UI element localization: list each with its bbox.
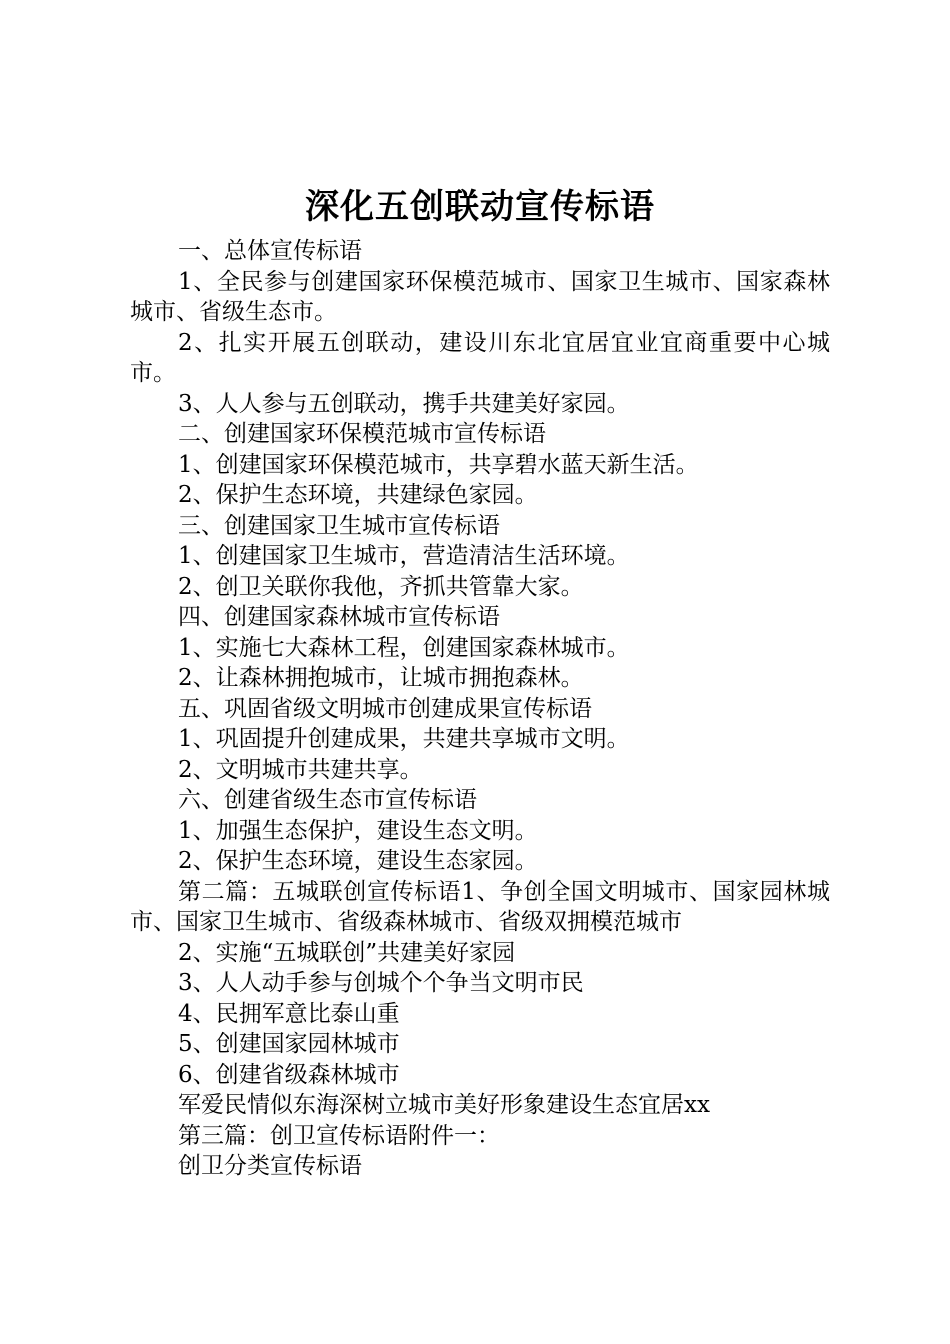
slogan-item: 2、扎实开展五创联动，建设川东北宜居宜业宜商重要中心城市。 <box>130 329 830 386</box>
slogan-item: 1、全民参与创建国家环保模范城市、国家卫生城市、国家森林城市、省级生态市。 <box>130 268 830 325</box>
section-heading: 创卫分类宣传标语 <box>178 1153 362 1179</box>
slogan-item: 1、实施七大森林工程，创建国家森林城市。 <box>178 634 630 661</box>
slogan-item: 3、人人动手参与创城个个争当文明市民 <box>178 970 584 996</box>
slogan-item: 5、创建国家园林城市 <box>178 1031 400 1057</box>
slogan-item: 2、创卫关联你我他，齐抓共管靠大家。 <box>178 573 584 600</box>
slogan-item: 3、人人参与五创联动，携手共建美好家园。 <box>178 390 630 417</box>
slogan-item: 1、巩固提升创建成果，共建共享城市文明。 <box>178 726 630 752</box>
slogan-item: 1、创建国家卫生城市，营造清洁生活环境。 <box>178 543 630 569</box>
section-heading: 四、创建国家森林城市宣传标语 <box>178 604 500 630</box>
slogan-item: 6、创建省级森林城市 <box>178 1061 400 1088</box>
slogan-item: 1、创建国家环保模范城市，共享碧水蓝天新生活。 <box>178 451 699 478</box>
slogan-item: 2、保护生态环境，建设生态家园。 <box>178 848 538 874</box>
slogan-item: 4、民拥军意比泰山重 <box>178 1000 400 1027</box>
slogan-item: 1、加强生态保护，建设生态文明。 <box>178 817 538 844</box>
chapter-heading: 第三篇：创卫宣传标语附件一： <box>178 1122 500 1149</box>
section-heading: 一、总体宣传标语 <box>178 238 362 264</box>
slogan-item: 2、实施“五城联创”共建美好家园 <box>178 939 516 966</box>
slogan-item: 2、让森林拥抱城市，让城市拥抱森林。 <box>178 665 584 691</box>
section-heading: 三、创建国家卫生城市宣传标语 <box>178 512 500 539</box>
section-heading: 二、创建国家环保模范城市宣传标语 <box>178 421 546 447</box>
slogan-item: 2、文明城市共建共享。 <box>178 756 423 783</box>
section-heading: 五、巩固省级文明城市创建成果宣传标语 <box>178 695 592 722</box>
document-title: 深化五创联动宣传标语 <box>305 187 655 227</box>
section-heading: 六、创建省级生态市宣传标语 <box>178 787 477 813</box>
chapter-heading: 第二篇：五城联创宣传标语1、争创全国文明城市、国家园林城市、国家卫生城市、省级森林城市、省级双拥模范城市 <box>130 878 830 935</box>
slogan-item: 军爱民情似东海深树立城市美好形象建设生态宜居xx <box>178 1092 710 1118</box>
slogan-item: 2、保护生态环境，共建绿色家园。 <box>178 482 538 508</box>
document-body <box>130 236 830 1182</box>
